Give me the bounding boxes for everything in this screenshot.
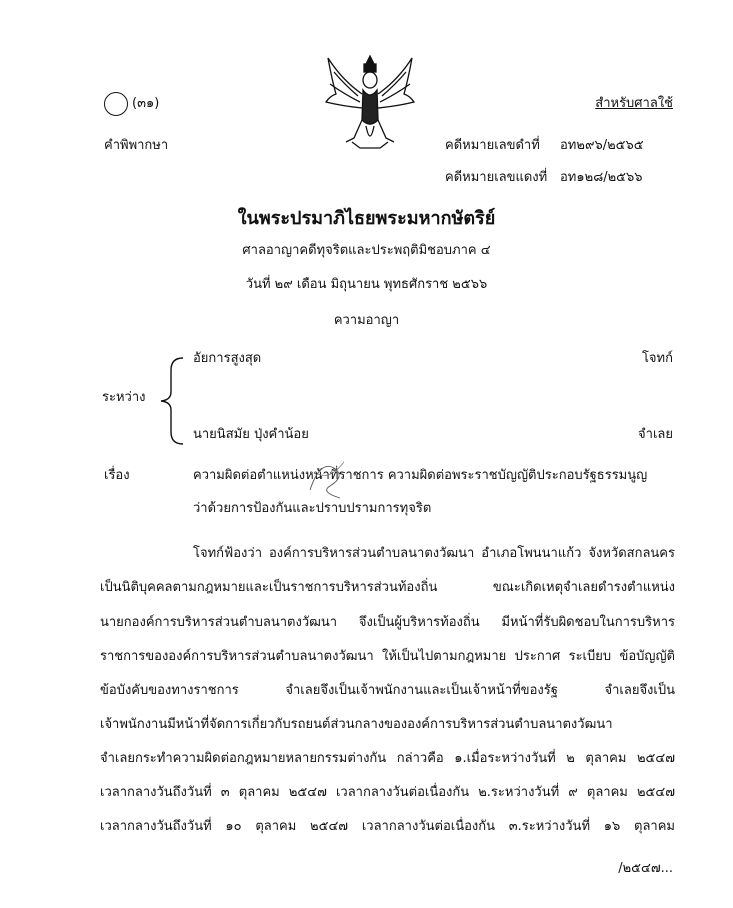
circle-number: (๓๑) bbox=[132, 96, 160, 111]
defendant-role: จำเลย bbox=[638, 427, 673, 442]
red-case-label: คดีหมายเลขแดงที่ bbox=[445, 170, 548, 185]
plaintiff-name: อัยการสูงสุด bbox=[193, 351, 262, 366]
between-label: ระหว่าง bbox=[102, 390, 146, 405]
subject-label: เรื่อง bbox=[104, 468, 130, 483]
garuda-emblem bbox=[322, 50, 418, 154]
defendant-name: นายนิสมัย ปุ่งคำน้อย bbox=[193, 427, 309, 442]
parties-brace bbox=[155, 356, 185, 446]
doc-type: คำพิพากษา bbox=[104, 138, 169, 153]
page-title: ในพระปรมาภิไธยพระมหากษัตริย์ bbox=[237, 208, 496, 229]
subject-line-1: ความผิดต่อตำแหน่งหน้าที่ราชการ ความผิดต่อพระราชบัญญัติประกอบรัฐธรรมนูญ bbox=[193, 468, 648, 483]
body-line-4: ราชการขององค์การบริหารส่วนตำบลนาตงวัฒนา ให้เป็นไปตามกฎหมาย ประกาศ ระเบียบ ข้อบัญญัติ bbox=[100, 649, 675, 664]
court-use-label: สำหรับศาลใช้ bbox=[595, 96, 673, 111]
body-line-9: เวลากลางวันถึงวันที่ ๑๐ ตุลาคม ๒๕๔๗ เวลากลางวันต่อเนื่องกัน ๓.ระหว่างวันที่ ๑๖ ตุลาคม bbox=[100, 819, 675, 834]
body-line-3: นายกองค์การบริหารส่วนตำบลนาตงวัฒนา จึงเป็นผู้บริหารท้องถิ่น มีหน้าที่รับผิดชอบในการบริหาร bbox=[100, 615, 675, 630]
subject-line-2: ว่าด้วยการป้องกันและปราบปรามการทุจริต bbox=[193, 501, 432, 516]
body-line-1: โจทก์ฟ้องว่า องค์การบริหารส่วนตำบลนาตงวัฒนา อำเภอโพนนาแก้ว จังหวัดสกลนคร bbox=[193, 546, 675, 561]
court-name: ศาลอาญาคดีทุจริตและประพฤติมิชอบภาค ๔ bbox=[242, 243, 491, 258]
body-line-5: ข้อบังคับของทางราชการ จำเลยจึงเป็นเจ้าพนักงานและเป็นเจ้าหน้าที่ของรัฐ จำเลยจึงเป็น bbox=[100, 683, 675, 698]
body-line-2: เป็นนิติบุคคลตามกฎหมายและเป็นราชการบริหารส่วนท้องถิ่น ขณะเกิดเหตุจำเลยดำรงตำแหน่ง bbox=[100, 580, 675, 595]
body-line-7: จำเลยกระทำความผิดต่อกฎหมายหลายกรรมต่างกัน กล่าวคือ ๑.เมื่อระหว่างวันที่ ๒ ตุลาคม ๒๕๔๗ bbox=[100, 751, 675, 766]
red-case-number: อท๑๒๘/๒๕๖๖ bbox=[560, 170, 643, 185]
body-line-8: เวลากลางวันถึงวันที่ ๓ ตุลาคม ๒๕๔๗ เวลากลางวันต่อเนื่องกัน ๒.ระหว่างวันที่ ๙ ตุลาคม ๒๕๔๗ bbox=[100, 785, 675, 800]
case-type: ความอาญา bbox=[333, 313, 400, 328]
circle-mark bbox=[104, 92, 128, 116]
black-case-number: อท๒๙๖/๒๕๖๕ bbox=[560, 138, 644, 153]
page-continuation: /๒๕๔๗... bbox=[618, 861, 673, 876]
black-case-label: คดีหมายเลขดำที่ bbox=[445, 138, 540, 153]
plaintiff-role: โจทก์ bbox=[641, 351, 673, 366]
body-line-6: เจ้าพนักงานมีหน้าที่จัดการเกี่ยวกับรถยนต์ส่วนกลางขององค์การบริหารส่วนตำบลนาตงวัฒนา bbox=[100, 717, 613, 732]
signature-mark bbox=[300, 450, 360, 510]
judgment-date: วันที่ ๒๙ เดือน มิถุนายน พุทธศักราช ๒๕๖๖ bbox=[245, 277, 488, 292]
